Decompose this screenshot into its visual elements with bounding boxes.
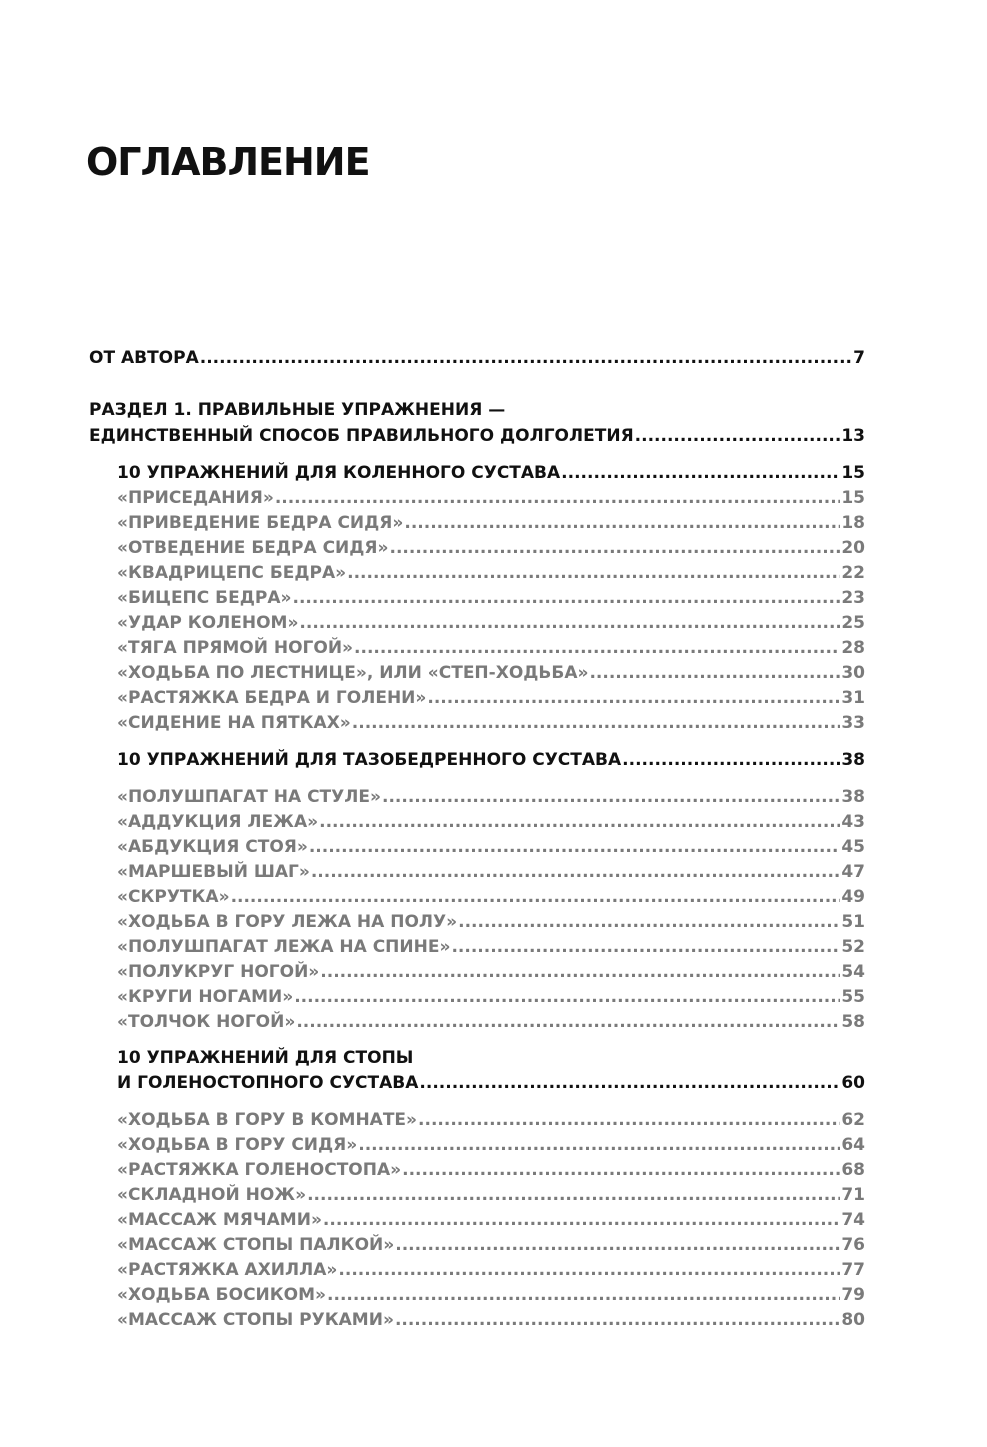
dot-leader [395,1308,840,1333]
toc-page-number: 74 [841,1210,865,1230]
dot-leader [311,860,841,885]
toc-entry-label: «МАССАЖ СТОПЫ РУКАМИ» [117,1310,394,1330]
toc-entry[interactable] [117,611,865,636]
toc-entry-label: «РАСТЯЖКА БЕДРА И ГОЛЕНИ» [117,688,427,708]
toc-entry-label: «ПОЛУШПАГАТ НА СТУЛЕ» [117,787,381,807]
section-heading-line: РАЗДЕЛ 1. ПРАВИЛЬНЫЕ УПРАЖНЕНИЯ — [89,400,506,420]
toc-entry-label: «ОТВЕДЕНИЕ БЕДРА СИДЯ» [117,538,389,558]
toc-entry[interactable] [117,486,865,511]
toc-entry-label: «СИДЕНИЕ НА ПЯТКАХ» [117,713,351,733]
toc-entry[interactable] [117,860,865,885]
toc-entry-foot-chapter[interactable] [117,1071,865,1096]
dot-leader [294,985,840,1010]
toc-entry[interactable] [117,1233,865,1258]
toc-entry-label: «КРУГИ НОГАМИ» [117,987,294,1007]
toc-entry-label: «АБДУКЦИЯ СТОЯ» [117,837,308,857]
dot-leader [589,661,840,686]
toc-entry-label: «МАССАЖ МЯЧАМИ» [117,1210,322,1230]
toc-page-number: 33 [841,713,865,733]
dot-leader [419,1071,840,1096]
toc-entry[interactable] [117,835,865,860]
toc-entry[interactable] [117,561,865,586]
dot-leader [319,810,840,835]
toc-entry[interactable] [117,1308,865,1333]
toc-entry-label: «ХОДЬБА В ГОРУ В КОМНАТЕ» [117,1110,418,1130]
toc-entry[interactable] [117,785,865,810]
dot-leader [402,1158,840,1183]
dot-leader [338,1258,840,1283]
dot-leader [382,785,840,810]
toc-page-number: 54 [841,962,865,982]
toc-entry-label: «ПОЛУКРУГ НОГОЙ» [117,962,320,982]
toc-entry-label: «РАСТЯЖКА АХИЛЛА» [117,1260,338,1280]
dot-leader [320,960,840,985]
toc-page-number: 58 [841,1012,865,1032]
dot-leader [309,835,840,860]
dot-leader [347,561,840,586]
toc-entry[interactable] [117,636,865,661]
toc-entry-label: ОТ АВТОРА [89,348,199,368]
toc-entry-label: 10 УПРАЖНЕНИЙ ДЛЯ ТАЗОБЕДРЕННОГО СУСТАВА [117,750,622,770]
toc-page-number: 77 [841,1260,865,1280]
dot-leader [200,346,852,371]
toc-page-number: 47 [841,862,865,882]
toc-page-number: 38 [841,750,865,770]
toc-page-number: 38 [841,787,865,807]
dot-leader [299,611,840,636]
toc-entry[interactable] [117,1010,865,1035]
dot-leader [561,461,840,486]
toc-entry[interactable] [117,960,865,985]
toc-entry[interactable] [117,711,865,736]
toc-entry[interactable] [117,885,865,910]
toc-entry-label: «АДДУКЦИЯ ЛЕЖА» [117,812,319,832]
chapter-heading-line: 10 УПРАЖНЕНИЙ ДЛЯ СТОПЫ [117,1048,414,1068]
toc-entry[interactable] [117,511,865,536]
toc-page-number: 25 [841,613,865,633]
toc-page-number: 18 [841,513,865,533]
dot-leader [323,1208,840,1233]
toc-page-number: 31 [841,688,865,708]
toc-page-number: 51 [841,912,865,932]
toc-entry-label: «СКРУТКА» [117,887,230,907]
toc-entry[interactable] [117,586,865,611]
toc-page-number: 15 [841,463,865,483]
dot-leader [635,424,841,449]
toc-entry-label: «ХОДЬБА ПО ЛЕСТНИЦЕ», ИЛИ «СТЕП-ХОДЬБА» [117,663,589,683]
toc-entry-label: И ГОЛЕНОСТОПНОГО СУСТАВА [117,1073,419,1093]
toc-entry-label: «ХОДЬБА БОСИКОМ» [117,1285,327,1305]
dot-leader [451,935,840,960]
dot-leader [404,511,840,536]
toc-page-number: 64 [841,1135,865,1155]
toc-entry-label: «ПОЛУШПАГАТ ЛЕЖА НА СПИНЕ» [117,937,451,957]
dot-leader [354,636,840,661]
toc-entry-from-author[interactable] [89,346,865,371]
toc-entry-label: «ПРИВЕДЕНИЕ БЕДРА СИДЯ» [117,513,404,533]
toc-page-number: 49 [841,887,865,907]
toc-page-number: 55 [841,987,865,1007]
toc-entry[interactable] [117,910,865,935]
toc-entry-label: «СКЛАДНОЙ НОЖ» [117,1185,307,1205]
toc-entry-label: «КВАДРИЦЕПС БЕДРА» [117,563,347,583]
toc-entry[interactable] [117,1283,865,1308]
toc-entry-knee-chapter[interactable] [117,461,865,486]
toc-entry-hip-chapter[interactable] [117,748,865,773]
toc-page-number: 45 [841,837,865,857]
toc-entry-label: «ХОДЬБА В ГОРУ СИДЯ» [117,1135,358,1155]
toc-entry-label: «ТЯГА ПРЯМОЙ НОГОЙ» [117,638,354,658]
toc-page-number: 79 [841,1285,865,1305]
dot-leader [395,1233,840,1258]
toc-entry[interactable] [117,935,865,960]
toc-page-number: 20 [841,538,865,558]
toc-entry-label: «ХОДЬБА В ГОРУ ЛЕЖА НА ПОЛУ» [117,912,458,932]
toc-page-number: 28 [841,638,865,658]
toc-entry[interactable] [117,985,865,1010]
dot-leader [622,748,840,773]
toc-page-number: 13 [841,426,865,446]
toc-entry[interactable] [117,1183,865,1208]
toc-entry[interactable] [117,661,865,686]
toc-entry[interactable] [117,536,865,561]
toc-page-number: 76 [841,1235,865,1255]
toc-entry-label: «УДАР КОЛЕНОМ» [117,613,299,633]
toc-entry-label: «ТОЛЧОК НОГОЙ» [117,1012,296,1032]
toc-page-number: 30 [841,663,865,683]
toc-entry[interactable] [117,1208,865,1233]
toc-page-number: 22 [841,563,865,583]
toc-page-number: 52 [841,937,865,957]
toc-entry[interactable] [117,1258,865,1283]
toc-entry-label: «БИЦЕПС БЕДРА» [117,588,292,608]
toc-page-number: 62 [841,1110,865,1130]
toc-page-number: 71 [841,1185,865,1205]
toc-entry-label: «МАРШЕВЫЙ ШАГ» [117,862,310,882]
toc-entry[interactable] [117,810,865,835]
page-title: ОГЛАВЛЕНИЕ [86,140,370,184]
dot-leader [418,1108,840,1133]
toc-entry-label: ЕДИНСТВЕННЫЙ СПОСОБ ПРАВИЛЬНОГО ДОЛГОЛЕТИЯ [89,426,634,446]
toc-entry-label: 10 УПРАЖНЕНИЙ ДЛЯ КОЛЕННОГО СУСТАВА [117,463,561,483]
toc-entry-section-1[interactable] [89,424,865,449]
dot-leader [307,1183,840,1208]
toc-entry-label: «ПРИСЕДАНИЯ» [117,488,274,508]
toc-entry[interactable] [117,1158,865,1183]
dot-leader [231,885,841,910]
dot-leader [458,910,840,935]
toc-page-number: 7 [853,348,865,368]
dot-leader [292,586,840,611]
toc-page-number: 68 [841,1160,865,1180]
dot-leader [427,686,840,711]
toc-entry-label: «МАССАЖ СТОПЫ ПАЛКОЙ» [117,1235,395,1255]
dot-leader [275,486,841,511]
dot-leader [296,1010,840,1035]
toc-page-number: 15 [841,488,865,508]
toc-page-number: 60 [841,1073,865,1093]
dot-leader [390,536,841,561]
toc-entry[interactable] [117,1133,865,1158]
toc-page-number: 23 [841,588,865,608]
dot-leader [358,1133,840,1158]
dot-leader [352,711,841,736]
toc-entry[interactable] [117,686,865,711]
dot-leader [327,1283,840,1308]
toc-page-number: 43 [841,812,865,832]
toc-page-number: 80 [841,1310,865,1330]
toc-entry-label: «РАСТЯЖКА ГОЛЕНОСТОПА» [117,1160,402,1180]
toc-entry[interactable] [117,1108,865,1133]
